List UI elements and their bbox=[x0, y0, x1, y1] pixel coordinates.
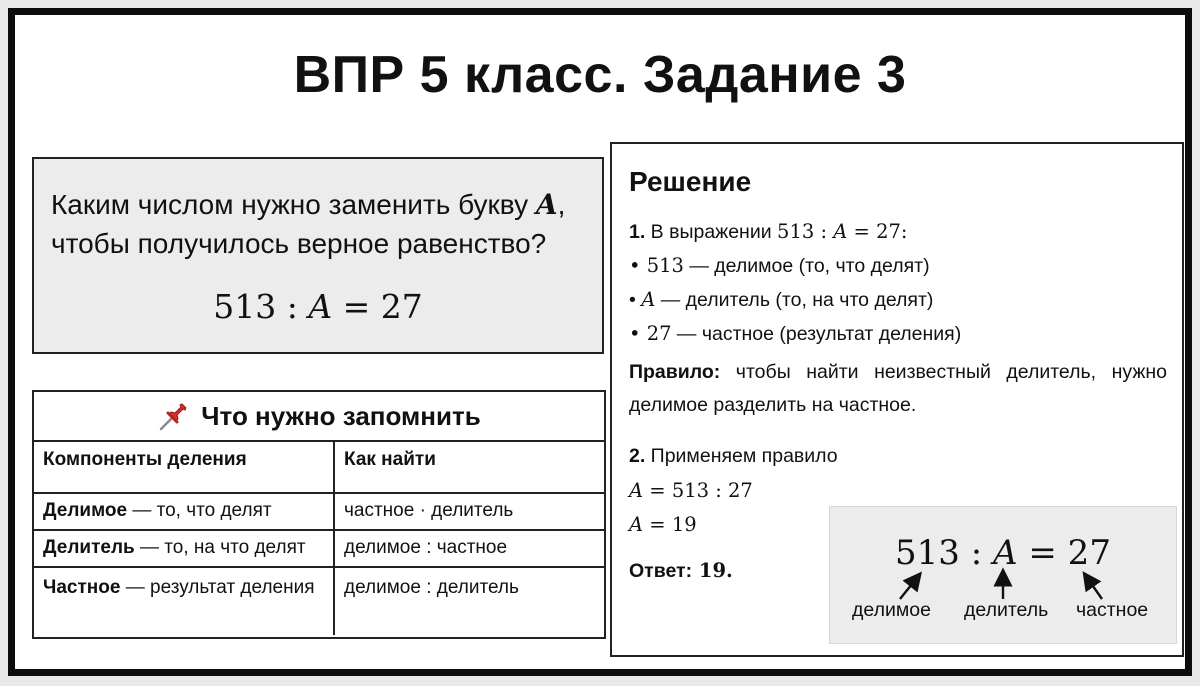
memo-table-header bbox=[34, 442, 604, 493]
memo-term-desc: — то, на что делят bbox=[134, 537, 306, 558]
arrow-quotient bbox=[1088, 579, 1102, 599]
memo-how-cell: частное · делитель bbox=[334, 493, 604, 530]
diagram-arrows bbox=[830, 507, 1176, 643]
rule-text: чтобы найти неизвестный делитель, нужно делимое разделить на частное. bbox=[629, 361, 1167, 416]
calc2-variable: A bbox=[629, 513, 644, 536]
solution-step2 bbox=[629, 445, 838, 468]
task-question-text: Каким числом нужно заменить букву bbox=[51, 189, 536, 220]
answer-label: Ответ: bbox=[629, 560, 693, 582]
step1-number: 1. bbox=[629, 221, 646, 243]
memo-term: Делимое bbox=[43, 500, 128, 521]
task-equation-right: = 27 bbox=[332, 287, 423, 326]
diagram-eq-right: = 27 bbox=[1017, 533, 1111, 573]
bullet-quotient-value: • 27 bbox=[629, 322, 672, 345]
task-equation-left: 513 : bbox=[213, 287, 309, 326]
calc2-rest: = 19 bbox=[643, 513, 697, 536]
diagram-eq-left: 513 : bbox=[895, 533, 994, 573]
solution-title: Решение bbox=[629, 166, 752, 197]
step2-text: Применяем правило bbox=[645, 445, 838, 467]
bullet-divisor-variable: A bbox=[641, 288, 656, 311]
calc-line-1 bbox=[629, 479, 753, 502]
bullet-divisor-bullet: • bbox=[629, 289, 642, 311]
pushpin-icon bbox=[157, 399, 191, 433]
calc1-variable: A bbox=[629, 479, 644, 502]
memo-term-cell bbox=[34, 567, 334, 635]
task-equation-variable: A bbox=[308, 287, 333, 326]
calc-line-2 bbox=[629, 513, 697, 536]
label-dividend: делимое bbox=[852, 599, 931, 621]
task-question-line2: чтобы получилось верное равенство? bbox=[51, 228, 547, 259]
calc1-rest: = 513 : 27 bbox=[643, 479, 753, 502]
diagram-eq-variable: A bbox=[993, 533, 1018, 573]
solution-box bbox=[610, 142, 1184, 657]
bullet-quotient bbox=[629, 322, 961, 346]
memo-col-how: Как найти bbox=[334, 442, 604, 493]
step1-expression bbox=[777, 220, 907, 243]
task-question bbox=[51, 185, 591, 263]
memo-how-cell: делимое : делитель bbox=[344, 577, 519, 598]
memo-term: Делитель bbox=[43, 537, 135, 558]
memo-col-components: Компоненты деления bbox=[34, 442, 334, 493]
solution-answer bbox=[629, 559, 733, 583]
solution-rule bbox=[629, 356, 1167, 422]
bullet-dividend-text: — делимое (то, что делят) bbox=[683, 255, 930, 277]
rule-label: Правило: bbox=[629, 361, 721, 383]
task-question-comma: , bbox=[557, 189, 566, 220]
memo-term: Частное bbox=[43, 577, 121, 598]
task-question-variable: A bbox=[535, 188, 558, 221]
bullet-dividend-value: • 513 bbox=[629, 254, 684, 277]
memo-table bbox=[34, 442, 604, 635]
bullet-dividend bbox=[629, 254, 930, 278]
step1-expr-left: 513 : bbox=[777, 220, 834, 243]
bullet-divisor-text: — делитель (то, на что делят) bbox=[655, 289, 934, 311]
memo-title-text: Что нужно запомнить bbox=[201, 400, 481, 431]
table-row bbox=[34, 530, 604, 567]
task-equation bbox=[34, 287, 602, 326]
arrow-dividend bbox=[900, 579, 916, 599]
memo-box bbox=[32, 390, 606, 639]
memo-term-cell bbox=[34, 493, 334, 530]
label-quotient: частное bbox=[1076, 599, 1149, 621]
division-diagram bbox=[829, 506, 1177, 644]
bullet-quotient-text: — частное (результат деления) bbox=[671, 323, 962, 345]
bullet-divisor bbox=[629, 288, 933, 312]
memo-title bbox=[34, 392, 604, 442]
answer-value: 19. bbox=[692, 559, 733, 582]
step1-expr-variable: A bbox=[833, 220, 848, 243]
slide-frame bbox=[8, 8, 1192, 676]
memo-term-cell bbox=[34, 530, 334, 567]
table-row bbox=[34, 493, 604, 530]
table-row bbox=[34, 567, 604, 635]
memo-how-cell: делимое : частное bbox=[334, 530, 604, 567]
step1-text: В выражении bbox=[645, 221, 778, 243]
step1-expr-right: = 27: bbox=[847, 220, 908, 243]
task-box bbox=[32, 157, 604, 354]
memo-term-desc: — результат деления bbox=[120, 577, 315, 598]
solution-step1 bbox=[629, 220, 907, 244]
step2-number: 2. bbox=[629, 445, 646, 467]
label-divisor: делитель bbox=[964, 599, 1049, 621]
memo-term-desc: — то, что делят bbox=[127, 500, 272, 521]
page-title: ВПР 5 класс. Задание 3 bbox=[293, 46, 907, 104]
